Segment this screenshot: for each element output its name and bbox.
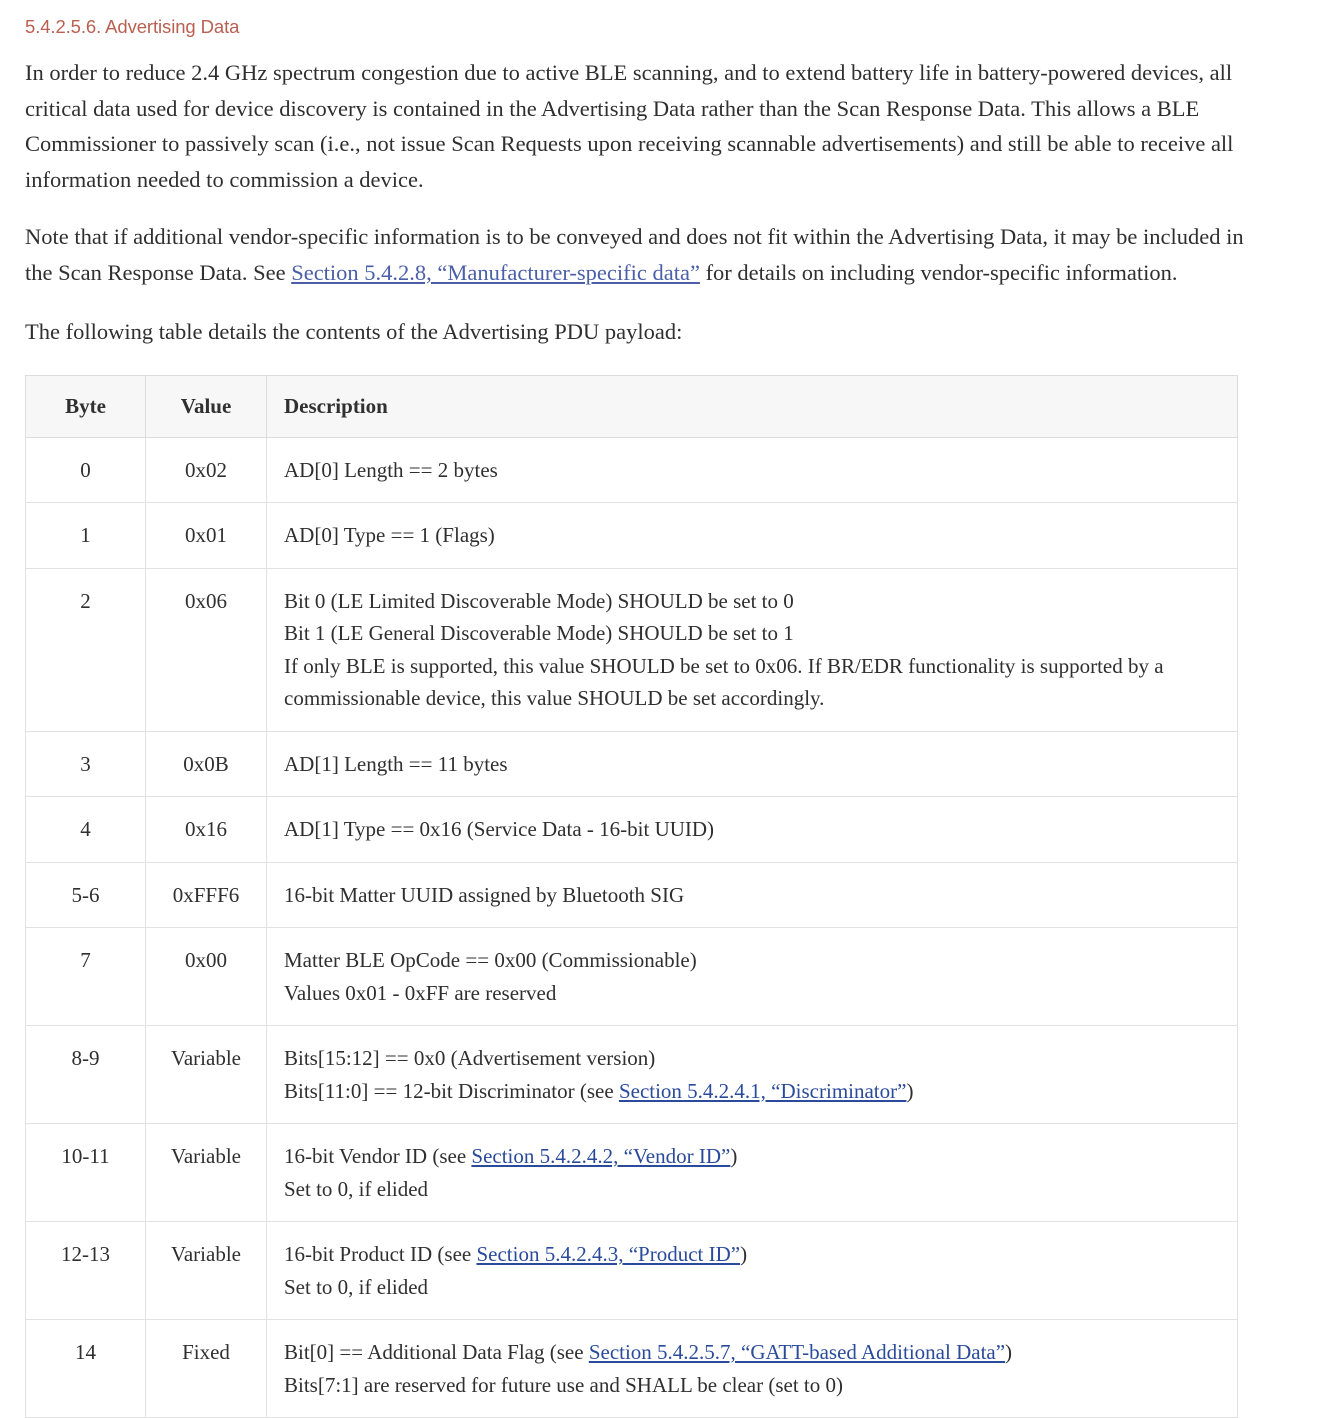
cell-value: 0x06	[146, 568, 267, 731]
description-line	[284, 1075, 1223, 1108]
cell-byte: 8-9	[26, 1026, 146, 1124]
description-line: AD[1] Type == 0x16 (Service Data - 16-bit UUID)	[284, 817, 715, 842]
cell-byte: 3	[26, 731, 146, 797]
cell-byte: 12-13	[26, 1222, 146, 1320]
table-row	[26, 862, 1238, 928]
cell-description	[267, 862, 1238, 928]
paragraph-table-lead-in: The following table details the contents of the Advertising PDU payload:	[25, 318, 683, 344]
description-line	[284, 1238, 1223, 1271]
description-text: 16-bit Product ID (see	[284, 1242, 477, 1267]
column-header-description: Description	[267, 376, 1238, 437]
cell-byte: 0	[26, 437, 146, 503]
section-reference-link[interactable]: Section 5.4.2.4.3, “Product ID”	[476, 1242, 741, 1267]
description-line: AD[0] Type == 1 (Flags)	[284, 523, 495, 548]
cell-byte: 14	[26, 1320, 146, 1418]
cell-value: 0x16	[146, 797, 267, 863]
column-header-value: Value	[146, 376, 267, 437]
cell-byte: 1	[26, 503, 146, 569]
cell-description	[267, 797, 1238, 863]
cell-description	[267, 1026, 1238, 1124]
cell-value: Variable	[146, 1222, 267, 1320]
paragraph-note-text-after: for details on including vendor-specific information.	[699, 260, 1178, 286]
cell-description	[267, 1222, 1238, 1320]
description-line	[284, 1140, 1223, 1173]
table-row	[26, 568, 1238, 731]
cell-description	[267, 568, 1238, 731]
table-row	[26, 928, 1238, 1026]
paragraph-intro: In order to reduce 2.4 GHz spectrum congestion due to active BLE scanning, and to extend battery life in battery-powered devices, all critical data used for device discovery is contained in the Advertising Data rather than the Scan Response Data. This allows a BLE Commissioner to passively scan (i.e., not issue Scan Requests upon receiving scannable advertisements) and still be able to receive all information needed to commission a device.	[25, 60, 1234, 192]
cell-description	[267, 928, 1238, 1026]
cell-byte: 7	[26, 928, 146, 1026]
description-line: Bit 1 (LE General Discoverable Mode) SHOULD be set to 1	[284, 621, 794, 646]
cell-byte: 4	[26, 797, 146, 863]
cell-value: Variable	[146, 1026, 267, 1124]
description-text: )	[1005, 1340, 1013, 1365]
description-line: Bits[15:12] == 0x0 (Advertisement version)	[284, 1046, 656, 1071]
description-text: )	[906, 1078, 914, 1103]
description-text: Bits[11:0] == 12-bit Discriminator (see	[284, 1078, 619, 1103]
cell-byte: 5-6	[26, 862, 146, 928]
table-header-row	[26, 376, 1238, 437]
description-line: AD[0] Length == 2 bytes	[284, 457, 498, 482]
description-line: AD[1] Length == 11 bytes	[284, 751, 508, 776]
description-line: If only BLE is supported, this value SHOULD be set to 0x06. If BR/EDR functionality is supported by a commissionable device, this value SHOULD be set accordingly.	[284, 653, 1164, 711]
cell-byte: 10-11	[26, 1124, 146, 1222]
advertising-pdu-table	[25, 375, 1238, 1418]
description-line: Bits[7:1] are reserved for future use and SHALL be clear (set to 0)	[284, 1372, 844, 1397]
description-text: )	[730, 1144, 738, 1169]
cell-description	[267, 503, 1238, 569]
cell-value: 0x0B	[146, 731, 267, 797]
cell-value: Fixed	[146, 1320, 267, 1418]
column-header-byte: Byte	[26, 376, 146, 437]
link-manufacturer-specific-data[interactable]: Section 5.4.2.8, “Manufacturer-specific data”	[291, 260, 700, 286]
page-title: 5.4.2.5.6. Advertising Data	[25, 16, 240, 37]
description-line: 16-bit Matter UUID assigned by Bluetooth SIG	[284, 882, 685, 907]
table-header	[26, 376, 1238, 437]
cell-value: 0x01	[146, 503, 267, 569]
table-row	[26, 503, 1238, 569]
description-line: Bit 0 (LE Limited Discoverable Mode) SHOULD be set to 0	[284, 588, 794, 613]
cell-value: 0xFFF6	[146, 862, 267, 928]
cell-value: Variable	[146, 1124, 267, 1222]
description-line: Set to 0, if elided	[284, 1274, 429, 1299]
section-reference-link[interactable]: Section 5.4.2.4.2, “Vendor ID”	[471, 1144, 731, 1169]
cell-value: 0x00	[146, 928, 267, 1026]
section-reference-link[interactable]: Section 5.4.2.5.7, “GATT-based Additional Data”	[588, 1340, 1006, 1365]
cell-description	[267, 1124, 1238, 1222]
description-line: Values 0x01 - 0xFF are reserved	[284, 980, 557, 1005]
cell-byte: 2	[26, 568, 146, 731]
description-text: )	[740, 1242, 748, 1267]
description-text: Bit[0] == Additional Data Flag (see	[284, 1340, 589, 1365]
table-row	[26, 1222, 1238, 1320]
table-row	[26, 437, 1238, 503]
table-row	[26, 1320, 1238, 1418]
description-text: 16-bit Vendor ID (see	[284, 1144, 472, 1169]
description-line: Matter BLE OpCode == 0x00 (Commissionable)	[284, 948, 697, 973]
section-reference-link[interactable]: Section 5.4.2.4.1, “Discriminator”	[618, 1078, 907, 1103]
paragraph-note	[25, 219, 1247, 290]
cell-description	[267, 1320, 1238, 1418]
description-line	[284, 1336, 1223, 1369]
table-row	[26, 731, 1238, 797]
table-body	[26, 437, 1238, 1418]
description-line: Set to 0, if elided	[284, 1176, 429, 1201]
paragraph-note-text-before: Note that if additional vendor-specific information is to be conveyed and does not fit within the Advertising Data, it may be included in the Scan Response Data. See	[25, 224, 1244, 286]
table-row	[26, 1124, 1238, 1222]
cell-description	[267, 731, 1238, 797]
table-row	[26, 797, 1238, 863]
cell-value: 0x02	[146, 437, 267, 503]
cell-description	[267, 437, 1238, 503]
table-row	[26, 1026, 1238, 1124]
